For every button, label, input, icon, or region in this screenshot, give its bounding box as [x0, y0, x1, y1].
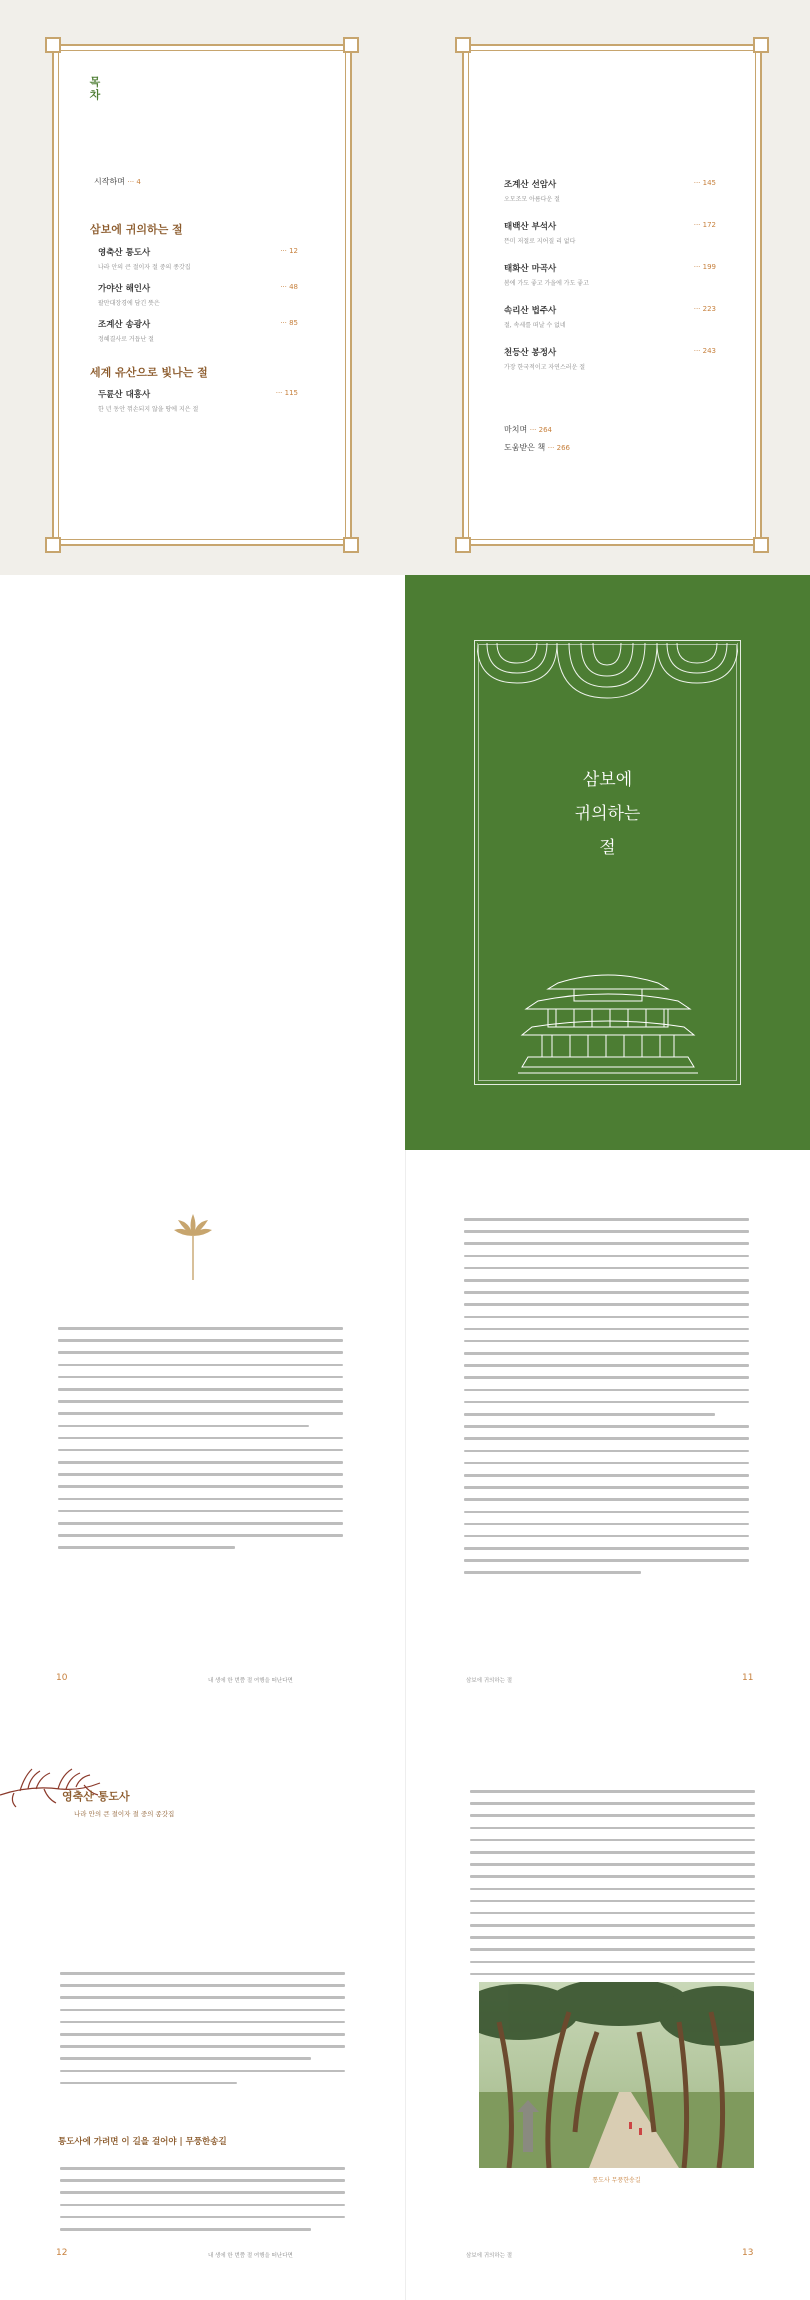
- page-number: 10: [56, 1673, 68, 1683]
- sub-heading: 통도사에 가려면 이 길을 걸어야 | 무풍한송길: [58, 2137, 227, 2147]
- section-subtitle: 나라 안의 큰 절이자 절 중의 종갓집: [74, 1810, 175, 1818]
- body-text-block: [464, 1218, 749, 1584]
- body-text-block: [60, 2167, 345, 2240]
- toc-entry-title: 조계산 선암사: [504, 180, 557, 190]
- toc-entry-page: ··· 145: [693, 179, 716, 187]
- toc-entry-subtitle: 절, 속세를 떠날 수 없네: [504, 322, 566, 329]
- frame-corner-ornament: [455, 537, 471, 553]
- toc-entry-title: 두륜산 대흥사: [98, 390, 151, 400]
- toc-outro-label: 마치며: [504, 425, 528, 434]
- toc-entry-subtitle: 오모조모 아름다운 절: [504, 196, 560, 203]
- toc-entry-page: ··· 199: [693, 263, 716, 271]
- toc-entry-subtitle: 나라 안의 큰 절이자 절 중의 종갓집: [98, 264, 191, 271]
- chapter-spread: [0, 575, 810, 1150]
- toc-entry-title: 영축산 통도사: [98, 248, 151, 258]
- temple-illustration-icon: [518, 963, 698, 1075]
- pine-branch-icon: [0, 1755, 110, 1815]
- frame-corner-ornament: [45, 537, 61, 553]
- frame-corner-ornament: [343, 537, 359, 553]
- toc-entry-subtitle: 봄에 가도 좋고 가을에 가도 좋고: [504, 280, 589, 287]
- toc-entry-page: ··· 85: [280, 319, 298, 327]
- toc-entry-title: 가야산 해인사: [98, 284, 151, 294]
- toc-left-page: [52, 44, 352, 546]
- toc-entry[interactable]: [98, 282, 298, 307]
- toc-entry-subtitle: 팔만대장경에 담긴 뜻은: [98, 300, 160, 307]
- toc-entry-title: 조계산 송광사: [98, 320, 151, 330]
- page-number: 13: [742, 2248, 754, 2258]
- chapter-title-line: 절: [599, 838, 616, 858]
- toc-entry-subtitle: 한 년 동안 꺾손되지 않을 땅에 지은 절: [98, 406, 199, 413]
- toc-entry-page: ··· 223: [693, 305, 716, 313]
- running-title: 삼보에 귀의하는 절: [466, 1678, 513, 1684]
- toc-entry[interactable]: [504, 220, 716, 245]
- toc-entry[interactable]: [504, 178, 716, 203]
- toc-spread: [0, 0, 810, 575]
- frame-corner-ornament: [753, 537, 769, 553]
- toc-entry-page: ··· 48: [280, 283, 298, 291]
- frame-corner-ornament: [45, 37, 61, 53]
- text-spread-2: [0, 1725, 810, 2300]
- text-spread-1: [0, 1150, 810, 1725]
- toc-section-heading: 삼보에 귀의하는 절: [90, 223, 183, 236]
- toc-outro[interactable]: [504, 424, 552, 435]
- lotus-ornament-icon: [174, 1212, 212, 1282]
- toc-entry-title: 속리산 법주사: [504, 306, 557, 316]
- chapter-title: [405, 763, 810, 865]
- toc-entry-page: ··· 243: [693, 347, 716, 355]
- toc-entry-title: 천등산 봉정사: [504, 348, 557, 358]
- cloud-pattern-icon: [477, 643, 738, 718]
- toc-entry-title: 태백산 부석사: [504, 222, 557, 232]
- gutter: [405, 1725, 406, 2300]
- body-text-block: [60, 1972, 345, 2094]
- toc-index[interactable]: [504, 442, 570, 453]
- toc-entry[interactable]: [98, 388, 298, 413]
- running-title: 내 생에 한 번쯤 절 여행을 떠난다면: [208, 1678, 293, 1684]
- toc-entry-page: ··· 115: [275, 389, 298, 397]
- toc-entry-title: 태화산 마곡사: [504, 264, 557, 274]
- toc-entry-subtitle: 가장 한국적이고 자연스러운 절: [504, 364, 586, 371]
- toc-intro-page: ··· 4: [127, 178, 141, 186]
- toc-entry[interactable]: [98, 246, 298, 271]
- toc-section-heading: 세계 유산으로 빛나는 절: [90, 366, 208, 379]
- toc-entry-subtitle: 정혜결사로 거듭난 절: [98, 336, 154, 343]
- chapter-title-line: 귀의하는: [574, 804, 641, 824]
- toc-index-page: ··· 266: [547, 444, 570, 452]
- page-number: 11: [742, 1673, 754, 1683]
- frame-corner-ornament: [753, 37, 769, 53]
- running-title: 삼보에 귀의하는 절: [466, 2253, 513, 2259]
- body-text-block: [470, 1790, 755, 1985]
- toc-entry-subtitle: 뜬미 저절로 지어질 리 없다: [504, 238, 576, 245]
- pine-forest-path-photo: [479, 1982, 754, 2168]
- section-title: 영축산 통도사: [62, 1790, 130, 1803]
- gutter: [405, 1150, 406, 1725]
- toc-entry[interactable]: [504, 346, 716, 371]
- toc-entry-page: ··· 12: [280, 247, 298, 255]
- toc-entry[interactable]: [504, 262, 716, 287]
- toc-entry[interactable]: [98, 318, 298, 343]
- toc-entry-page: ··· 172: [693, 221, 716, 229]
- page-number: 12: [56, 2248, 68, 2258]
- frame-corner-ornament: [455, 37, 471, 53]
- photo-caption: 통도사 무풍한송길: [592, 2177, 641, 2184]
- toc-intro[interactable]: [94, 176, 141, 187]
- toc-outro-page: ··· 264: [529, 426, 552, 434]
- chapter-title-line: 삼보에: [582, 770, 633, 790]
- toc-right-page: [462, 44, 762, 546]
- toc-intro-label: 시작하며: [94, 177, 125, 186]
- toc-entry[interactable]: [504, 304, 716, 329]
- body-text-block: [58, 1327, 343, 1559]
- frame-corner-ornament: [343, 37, 359, 53]
- chapter-title-page: [405, 575, 810, 1150]
- toc-title: 목차: [88, 76, 101, 102]
- toc-index-label: 도움받은 책: [504, 443, 546, 452]
- running-title: 내 생에 한 번쯤 절 여행을 떠난다면: [208, 2253, 293, 2259]
